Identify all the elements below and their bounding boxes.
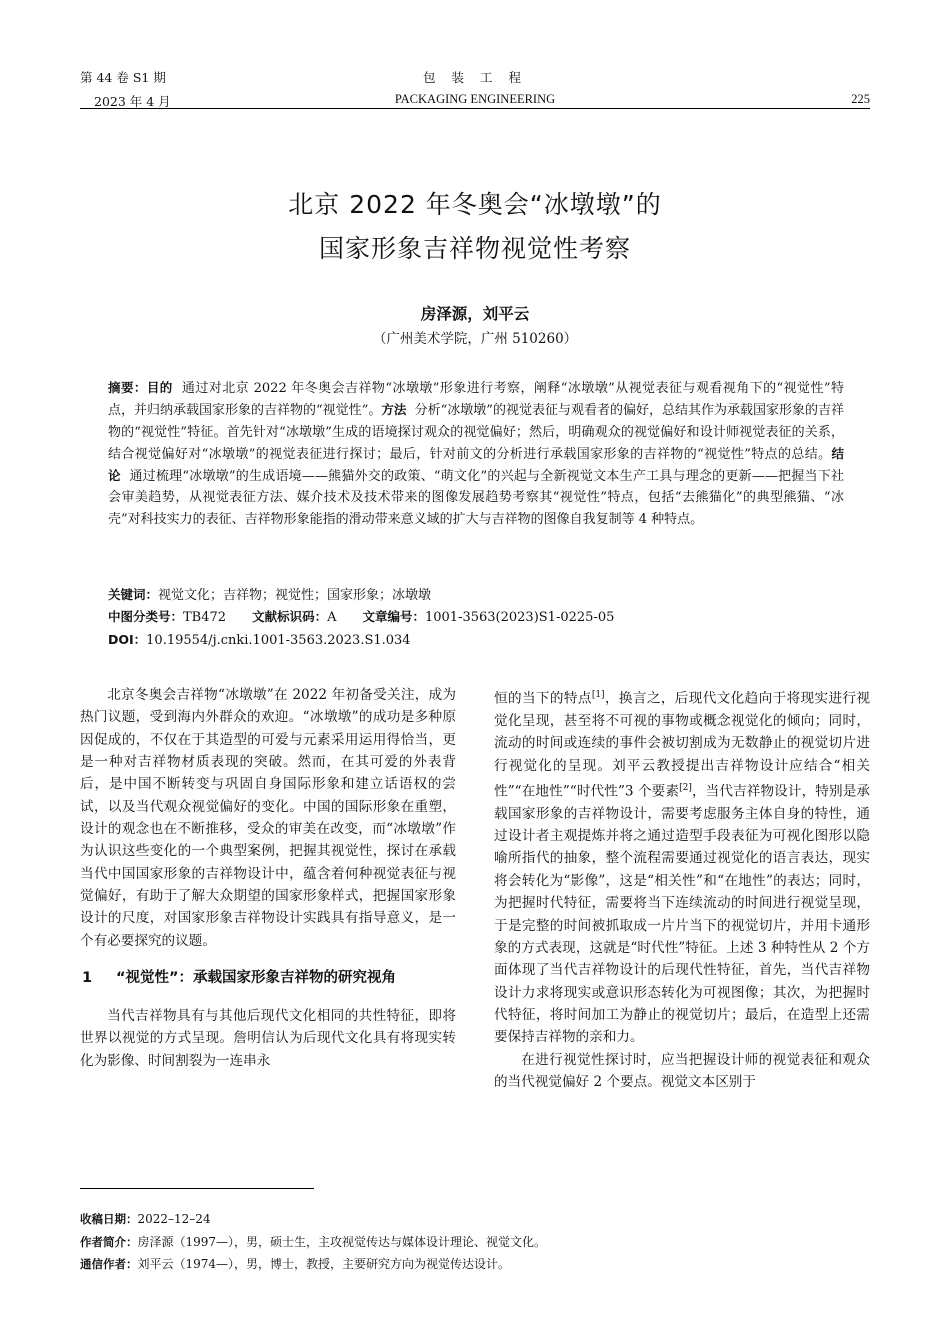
keywords-value: 视觉文化；吉祥物；视觉性；国家形象；冰墩墩 [158, 588, 432, 603]
received-date: 2022–12–24 [137, 1212, 211, 1226]
section-title: “视觉性”：承载国家形象吉祥物的研究视角 [116, 970, 397, 987]
authors: 房泽源，刘平云 [420, 305, 530, 323]
continued-paragraph [494, 684, 870, 1049]
clc-label: 中图分类号： [108, 609, 184, 624]
footnote-rule [80, 1188, 314, 1189]
doi-line [108, 630, 844, 648]
para-text-c: ，当代吉祥物设计，特别是承载国家形象的吉祥物设计，需要考虑服务主体自身的特性，通过设计者主观提炼并将之通过造型手段表征为可视化图形以隐喻所指代的抽象，整个流程需要通过视觉化的语言表达，现实将会转化为“影像”，这是“相关性”和“在地性”的表达；同时，为把握时代特征，需要将当下连续流动的时间进行视觉呈现，于是完整的时间被抓取成一片片当下的视觉切片，并用卡通形象的方式表现，这就是“时代性”特征。上述 3 种特性从 2 个方面体现了当代吉祥物设计的后现代性特征，首先，当代吉祥物设计力求将现实或意识形态转化为可视图像；其次，为把握时代特征，将时间加工为静止的视觉切片；最后，在造型上还需要保持吉祥物的亲和力。 [494, 783, 870, 1046]
journal-name-cn: 包 装 工 程 [423, 70, 527, 85]
purpose-label: 目的 [146, 380, 173, 395]
section1-paragraph: 当代吉祥物具有与其他后现代文化相同的共性特征，即将世界以视觉的方式呈现。詹明信认为后现代文化具有将现实转化为影像、时间割裂为一连串永 [80, 1008, 456, 1069]
footnote-corresponding [80, 1255, 870, 1272]
keywords-label: 关键词： [108, 587, 159, 602]
corr-text: 刘平云（1974—），男，博士，教授，主要研究方向为视觉传达设计。 [137, 1257, 511, 1271]
abstract [108, 377, 844, 530]
journal-name-en: PACKAGING ENGINEERING [394, 92, 556, 106]
abstract-label: 摘要： [108, 380, 147, 395]
paragraph-2: 在进行视觉性探讨时，应当把握设计师的视觉表征和观众的当代视觉偏好 2 个要点。视觉文本区别于 [494, 1051, 870, 1090]
bio-text: 房泽源（1997—），男，硕士生，主攻视觉传达与媒体设计理论、视觉文化。 [137, 1235, 547, 1249]
paper-title [80, 183, 870, 271]
affiliation: （广州美术学院，广州 510260） [372, 331, 578, 347]
volume-issue: 第 44 卷 S1 期 [80, 70, 166, 85]
purpose-text: 通过对北京 2022 年冬奥会吉祥物“冰墩墩”形象进行考察，阐释“冰墩墩”从视觉表征与观看视角下的“视觉性”特点，并归纳承载国家形象的吉祥物的“视觉性”。 [108, 381, 845, 419]
bio-label: 作者简介： [80, 1235, 138, 1249]
left-column [80, 684, 456, 1072]
article-no-value: 1001-3563(2023)S1-0225-05 [424, 610, 615, 625]
keywords [108, 584, 844, 603]
clc-value: TB472 [183, 610, 227, 625]
conclusion-text: 通过梳理“冰墩墩”的生成语境——熊猫外交的政策、“萌文化”的兴起与全新视觉文本生产工具与理念的更新——把握当下社会审美趋势，从视觉表征方法、媒介技术及技术带来的图像发展趋势考察其“视觉性”特点，包括“去熊猫化”的典型熊猫、“冰壳”对科技实力的表征、吉祥物形象能指的滑动带来意义域的扩大与吉祥物的图像自我复制等 4 种特点。 [108, 469, 844, 527]
title-line-2: 国家形象吉祥物视觉性考察 [318, 234, 631, 263]
method-label: 方法 [381, 402, 407, 418]
doc-code-label: 文献标识码： [252, 609, 328, 624]
section-number: 1 [82, 970, 93, 987]
issue-date: 2023 年 4 月 [94, 94, 171, 109]
classification-line [108, 607, 844, 625]
header-rule [80, 108, 870, 109]
method-text: 分析“冰墩墩”的视觉表征与观看者的偏好，总结其作为承载国家形象的吉祥物的“视觉性”特征。首先针对“冰墩墩”生成的语境探讨观众的视觉偏好；然后，明确观众的视觉偏好和设计师视觉表征的关系，结合视觉偏好对“冰墩墩”的视觉表征进行探讨；最后，针对前文的分析进行承载国家形象的吉祥物的“视觉性”特点的总结。 [108, 403, 845, 462]
right-column [494, 684, 870, 1093]
citation-ref-1[interactable]: [1] [591, 690, 605, 700]
citation-ref-2[interactable]: [2] [679, 782, 692, 793]
para-text-a: 恒的当下的特点 [494, 690, 592, 707]
corr-label: 通信作者： [80, 1257, 138, 1271]
title-line-1: 北京 2022 年冬奥会“冰墩墩”的 [288, 190, 662, 219]
page-number: 225 [851, 92, 870, 106]
intro-paragraph: 北京冬奥会吉祥物“冰墩墩”在 2022 年初备受关注，成为热门议题，受到海内外群众的欢迎。“冰墩墩”的成功是多种原因促成的，不仅在于其造型的可爱与元素采用运用得恰当，更是一种对吉祥物材质表现的突破。然而，在其可爱的外表背后，是中国不断转变与巩固自身国际形象和建立话语权的尝试，以及当代观众视觉偏好的变化。中国的国际形象在重塑，设计的观念也在不断推移，受众的审美在改变，而“冰墩墩”作为认识这些变化的一个典型案例，把握其视觉性，探讨在承载当代中国国家形象的吉祥物设计中，蕴含着何种视觉表征与视觉偏好，有助于了解大众期望的国家形象样式，把握国家形象设计的尺度，对国家形象吉祥物设计实践具有指导意义，是一个有必要探究的议题。 [80, 687, 456, 949]
running-header [80, 68, 870, 108]
para-text-b: ，换言之，后现代文化趋向于将现实进行视觉化呈现，甚至将不可视的事物或概念视觉化的倾向；同时，流动的时间或连续的事件会被切割成为无数静止的视觉切片进行视觉化的呈现。刘平云教授提出吉祥物设计应结合“相关性”“在地性”“时代性”3 个要素 [494, 690, 871, 800]
footnote-received [80, 1211, 870, 1227]
article-no-label: 文章编号： [362, 609, 425, 624]
doi-value: 10.19554/j.cnki.1001-3563.2023.S1.034 [146, 633, 411, 648]
doc-code-value: A [327, 610, 337, 625]
section-heading-1 [80, 966, 456, 991]
conclusion-label: 结论 [108, 445, 844, 484]
footnote-author-bio [80, 1233, 870, 1250]
doi-label: DOI： [108, 632, 147, 647]
received-label: 收稿日期： [80, 1212, 138, 1226]
